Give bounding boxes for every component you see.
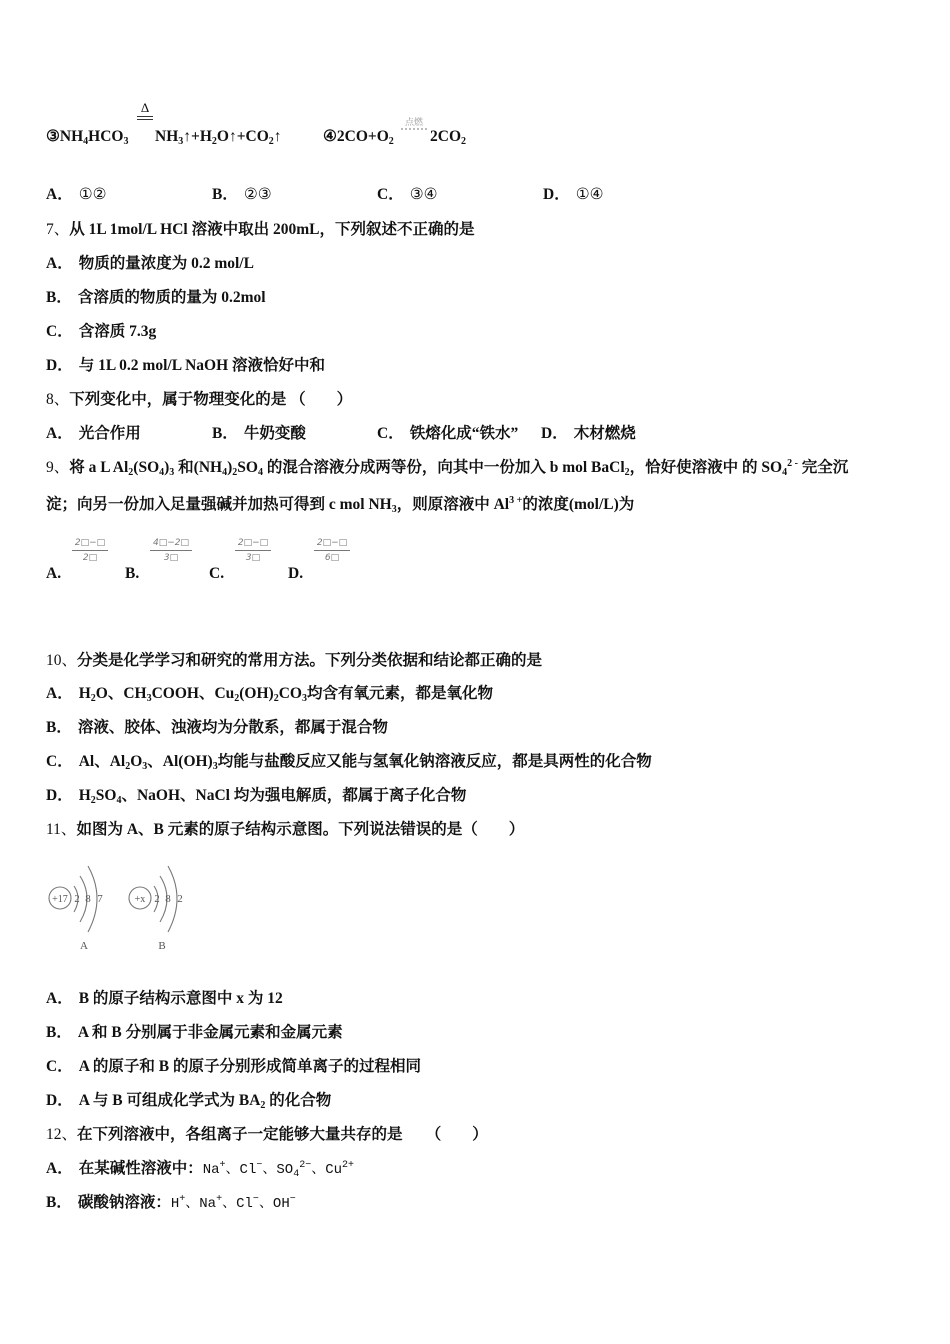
- q12-stem: 12、在下列溶液中，各组离子一定能够大量共存的是 （ ）: [46, 1126, 488, 1143]
- q12-option-a[interactable]: A． 在某碱性溶液中：Na+、Cl−、$SO_4^{2-}$、$Cu^{2+}$: [46, 1160, 355, 1180]
- q7-option-c[interactable]: C． 含溶质 7.3g: [46, 323, 157, 340]
- svg-text:2: 2: [74, 893, 80, 905]
- svg-text:+x: +x: [134, 894, 146, 905]
- q12-option-b[interactable]: B． 碳酸钠溶液：H+、Na+、Cl−、OH−: [46, 1194, 296, 1212]
- svg-text:+17: +17: [52, 894, 68, 905]
- q11-option-a[interactable]: A． B 的原子结构示意图中 x 为 12: [46, 990, 283, 1007]
- q10-stem: 10、分类是化学学习和研究的常用方法。下列分类依据和结论都正确的是: [46, 652, 543, 669]
- svg-text:7: 7: [97, 893, 103, 905]
- q9-option-b-fraction[interactable]: $\frac{4□-2□}{3□}$: [150, 538, 192, 564]
- q11-stem: 11、如图为 A、B 元素的原子结构示意图。下列说法错误的是（ ）: [46, 821, 525, 838]
- svg-text:2: 2: [177, 893, 183, 905]
- q10-option-d[interactable]: D． $H_2SO_4$、NaOH、NaCl 均为强电解质，都属于离子化合物: [46, 787, 467, 806]
- q6-option-d[interactable]: D． ①④: [543, 186, 604, 203]
- q9-stem-line1: 9、将 a L $Al_2(SO_4)_3$ 和$(NH_4)_2SO_4$ 的混合溶液分成两等份，向其中一份加入 b mol BaCl$_2$，恰好使溶液中 的 $SO_4^{2 -}$ 完全沉: [46, 458, 849, 478]
- q9-option-d-label[interactable]: D.: [288, 565, 304, 582]
- svg-text:8: 8: [165, 893, 171, 905]
- q11-option-b[interactable]: B． A 和 B 分别属于非金属元素和金属元素: [46, 1024, 343, 1041]
- atomic-structure-diagram: [46, 856, 196, 956]
- q7-option-d[interactable]: D． 与 1L 0.2 mol/L NaOH 溶液恰好中和: [46, 357, 326, 374]
- q7-option-a[interactable]: A． 物质的量浓度为 0.2 mol/L: [46, 255, 254, 272]
- reaction-3-left: $③NH_4HCO_3$: [46, 128, 129, 147]
- q8-stem: 8、下列变化中，属于物理变化的是 （ ）: [46, 391, 353, 408]
- q9-option-a-fraction[interactable]: $\frac{2□-□}{2□}$: [72, 538, 108, 564]
- reaction-4-left: $④2CO+O_2$: [323, 128, 394, 147]
- q6-option-b[interactable]: B． ②③: [212, 186, 272, 203]
- q11-option-c[interactable]: C． A 的原子和 B 的原子分别形成简单离子的过程相同: [46, 1058, 422, 1075]
- q10-option-c[interactable]: C． Al、$Al_2O_3$、$Al(OH)_3$均能与盐酸反应又能与氢氧化钠溶液反应，都是具两性的化合物: [46, 753, 652, 772]
- q8-option-c[interactable]: C． 铁熔化成“铁水”: [377, 425, 519, 442]
- q8-option-d[interactable]: D． 木材燃烧: [541, 425, 636, 442]
- ignition-condition: 点燃: [401, 117, 427, 130]
- q9-option-b-label[interactable]: B.: [125, 565, 140, 582]
- q6-option-a[interactable]: A． ①②: [46, 186, 107, 203]
- q9-option-d-fraction[interactable]: $\frac{2□-□}{6□}$: [314, 538, 350, 564]
- q9-option-c-fraction[interactable]: $\frac{2□-□}{3□}$: [235, 538, 271, 564]
- svg-text:B: B: [158, 940, 166, 952]
- q9-option-a-label[interactable]: A.: [46, 565, 62, 582]
- q7-option-b[interactable]: B． 含溶质的物质的量为 0.2mol: [46, 289, 266, 306]
- svg-text:A: A: [80, 940, 88, 952]
- q6-option-c[interactable]: C． ③④: [377, 186, 438, 203]
- heating-condition: Δ: [137, 101, 153, 120]
- q10-option-a[interactable]: A． $H_2O$、$CH_3COOH$、$Cu_2(OH)_2CO_3$均含有氧元素，都是氧化物: [46, 685, 493, 704]
- q11-option-d[interactable]: D． A 与 B 可组成化学式为 $BA_2$ 的化合物: [46, 1092, 332, 1111]
- svg-text:2: 2: [154, 893, 160, 905]
- reaction-4-right: $2CO_2$: [430, 128, 466, 147]
- q9-option-c-label[interactable]: C.: [209, 565, 225, 582]
- reaction-3-right: $NH_3↑+H_2O↑+CO_2↑$: [155, 128, 282, 147]
- q8-option-b[interactable]: B． 牛奶变酸: [212, 425, 306, 442]
- q9-stem-line2: 淀；向另一份加入足量强碱并加热可得到 c mol $NH_3$，则原溶液中 $Al^{3 +}$的浓度(mol/L)为: [46, 495, 635, 515]
- svg-text:8: 8: [85, 893, 91, 905]
- q8-option-a[interactable]: A． 光合作用: [46, 425, 141, 442]
- q7-stem: 7、从 1L 1mol/L HCl 溶液中取出 200mL，下列叙述不正确的是: [46, 221, 475, 238]
- q10-option-b[interactable]: B． 溶液、胶体、浊液均为分散系，都属于混合物: [46, 719, 388, 736]
